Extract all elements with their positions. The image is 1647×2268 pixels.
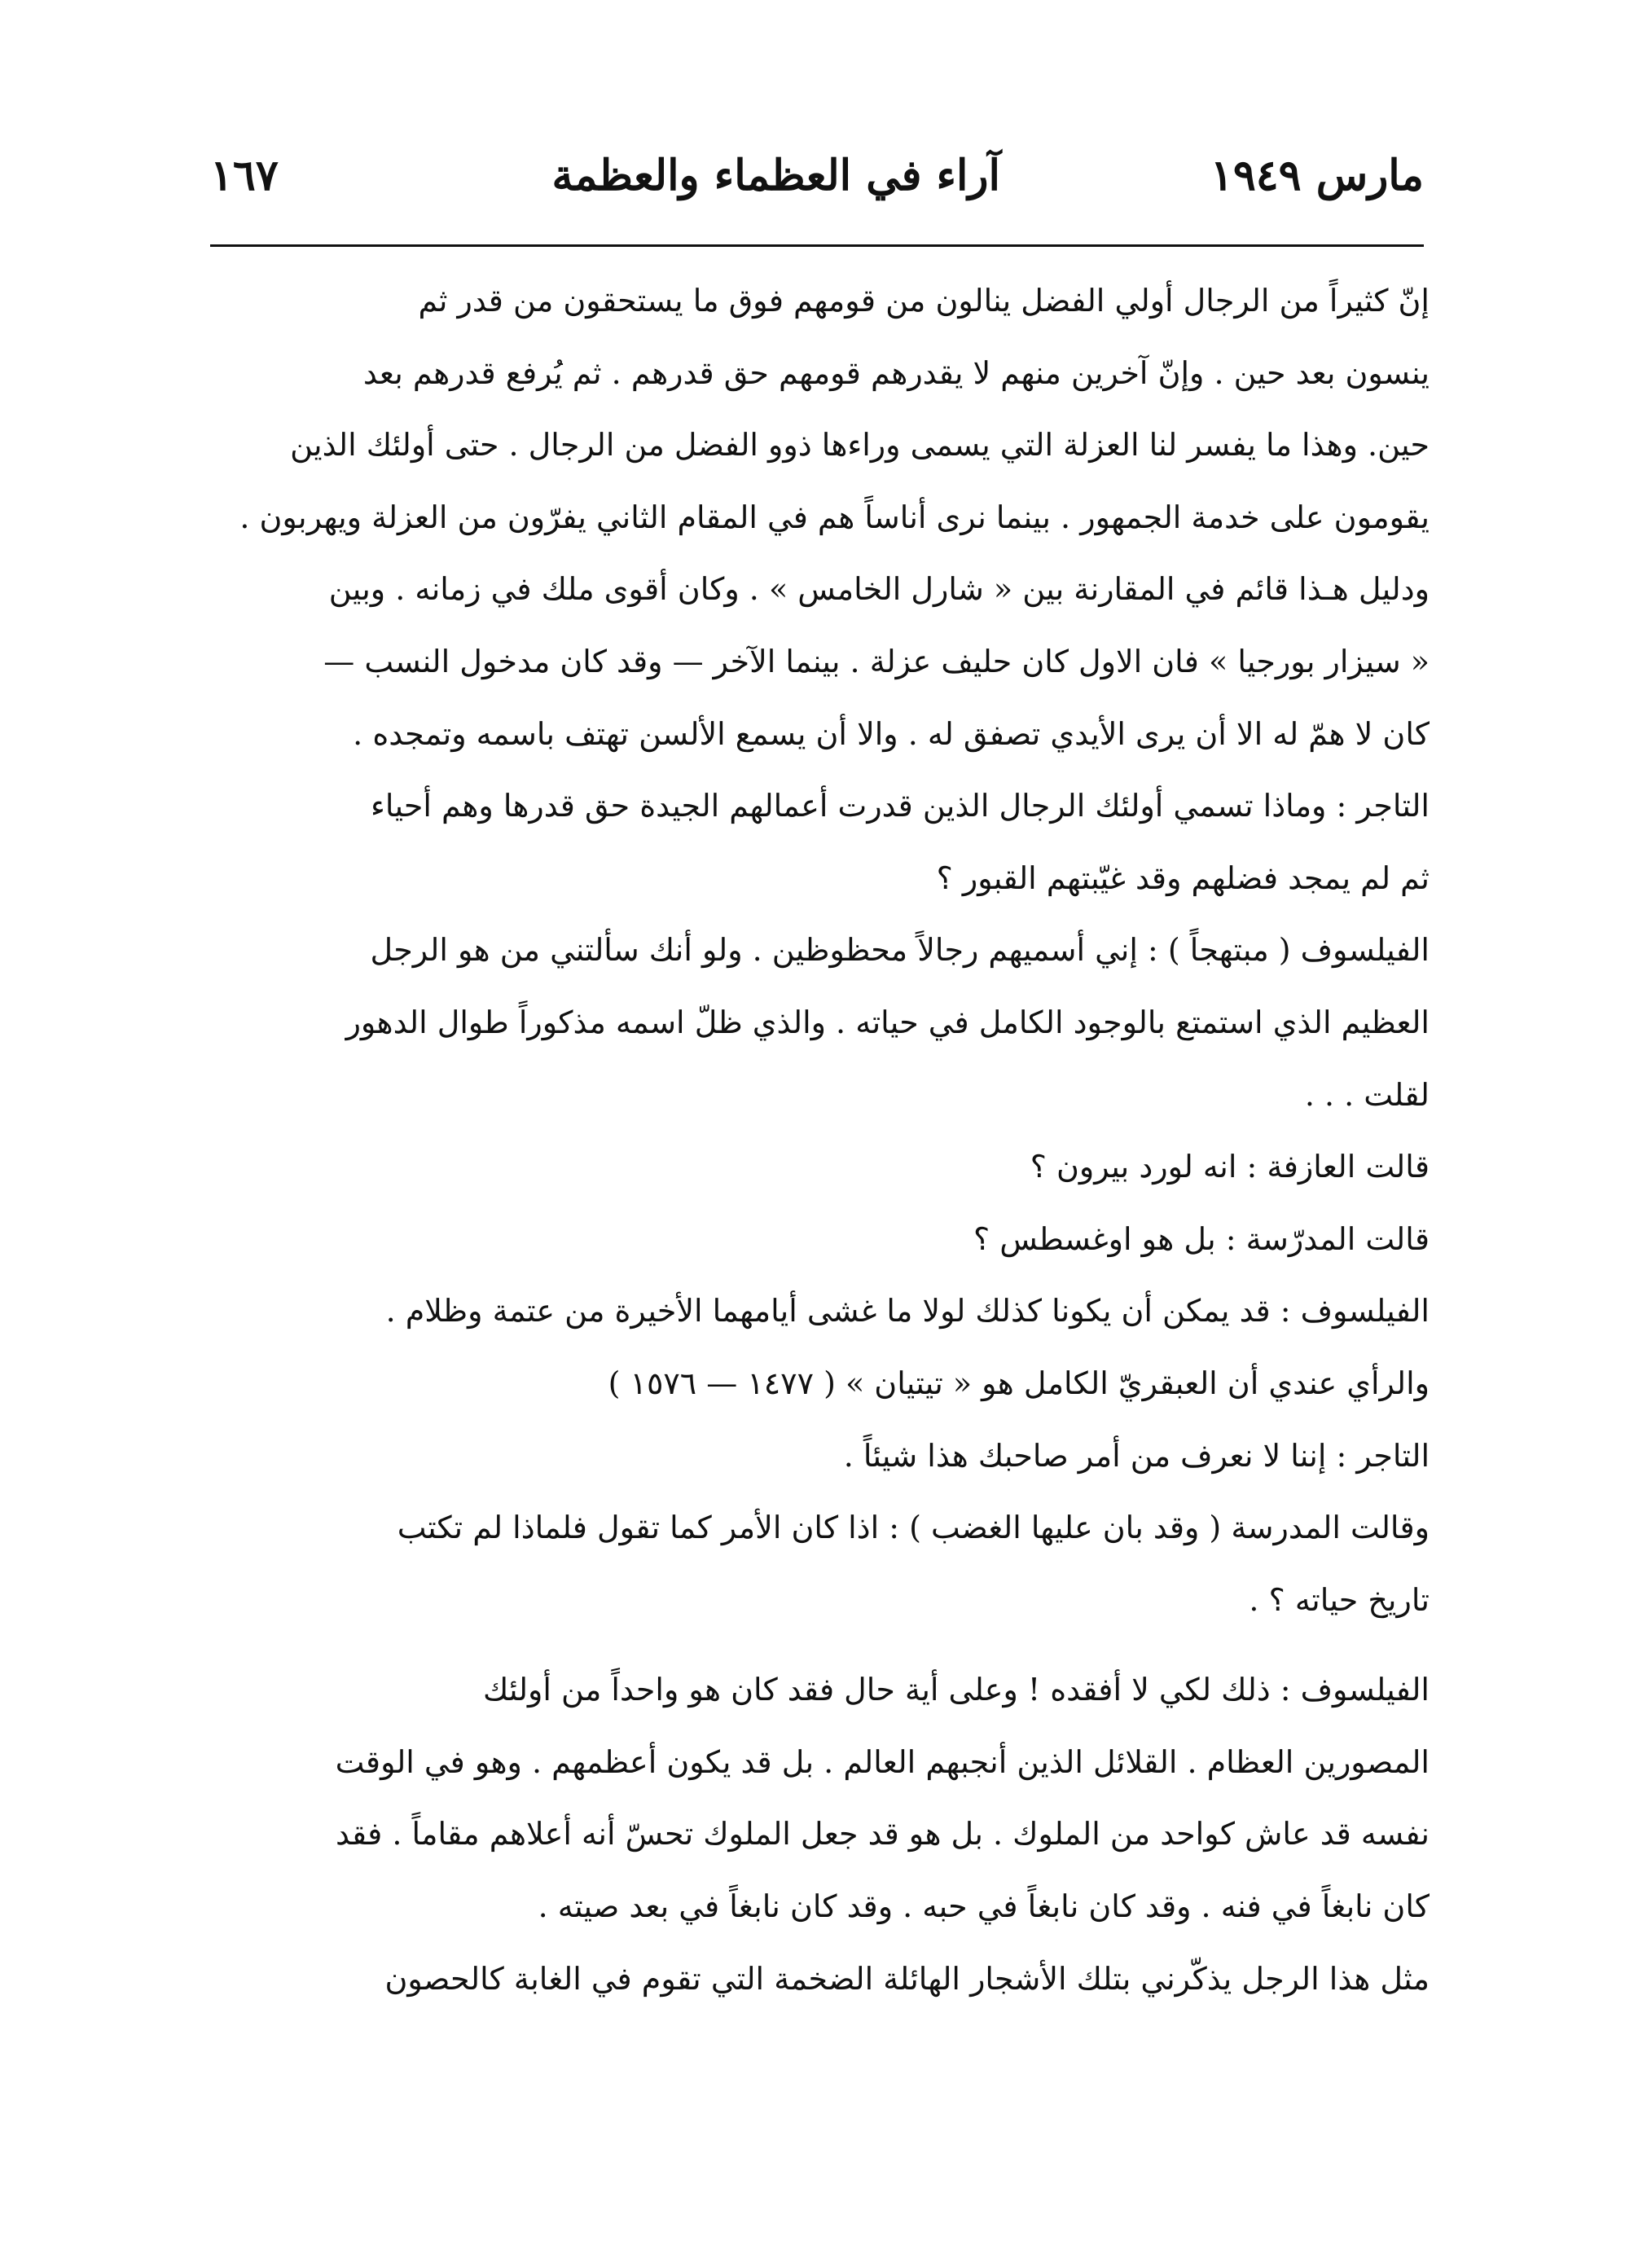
text-line: مثل هذا الرجل يذكّرني بتلك الأشجار الهائلة الضخمة التي تقوم في الغابة كالحصون bbox=[384, 1960, 1430, 1997]
text-line: الفيلسوف : ذلك لكي لا أفقده ! وعلى أية حال فقد كان هو واحداً من أولئك bbox=[482, 1672, 1430, 1708]
text-line: العظيم الذي استمتع بالوجود الكامل في حياته . والذي ظلّ اسمه مذكوراً طوال الدهور bbox=[345, 1004, 1430, 1040]
paragraph bbox=[200, 1943, 1430, 2015]
text-line: حين. وهذا ما يفسر لنا العزلة التي يسمى وراءها ذوو الفضل من الرجال . حتى أولئك الذين bbox=[290, 427, 1430, 464]
text-line: ينسون بعد حين . وإنّ آخرين منهم لا يقدرهم قومهم حق قدرهم . ثم يُرفع قدرهم بعد bbox=[362, 354, 1430, 391]
paragraph bbox=[200, 1275, 1430, 1419]
text-line: يقومون على خدمة الجمهور . بينما نرى أناساً هم في المقام الثاني يفرّون من العزلة ويهربون . bbox=[239, 499, 1430, 535]
text-line: لقلت . . . bbox=[1304, 1076, 1430, 1113]
header-rule bbox=[210, 244, 1424, 247]
text-line: إنّ كثيراً من الرجال أولي الفضل ينالون من قومهم فوق ما يستحقون من قدر ثم bbox=[418, 283, 1430, 319]
text-line: تاريخ حياته ؟ . bbox=[1249, 1581, 1430, 1618]
text-line: التاجر : وماذا تسمي أولئك الرجال الذين قدرت أعمالهم الجيدة حق قدرها وهم أحياء bbox=[371, 788, 1430, 824]
paragraph bbox=[200, 914, 1430, 1131]
text-line: قالت العازفة : انه لورد بيرون ؟ bbox=[1030, 1149, 1430, 1185]
text-line: المصورين العظام . القلائل الذين أنجبهم العالم . بل قد يكون أعظمهم . وهو في الوقت bbox=[335, 1743, 1430, 1780]
text-line: قالت المدرّسة : بل هو اوغسطس ؟ bbox=[973, 1220, 1430, 1257]
paragraph bbox=[200, 265, 1430, 770]
dialogue-line bbox=[200, 1420, 1430, 1492]
text-line: وقالت المدرسة ( وقد بان عليها الغضب ) : اذا كان الأمر كما تقول فلماذا لم تكتب bbox=[397, 1510, 1430, 1546]
text-line: « سيزار بورجيا » فان الاول كان حليف عزلة . بينما الآخر — وقد كان مدخول النسب — bbox=[323, 643, 1430, 679]
page-number: ١٦٧ bbox=[210, 151, 279, 200]
text-line: كان نابغاً في فنه . وقد كان نابغاً في حبه . وقد كان نابغاً في بعد صيته . bbox=[538, 1888, 1430, 1925]
article-body bbox=[200, 265, 1430, 2015]
paragraph bbox=[200, 1492, 1430, 1636]
dialogue-line bbox=[200, 1131, 1430, 1203]
running-title: آراء في العظماء والعظمة bbox=[551, 151, 1000, 200]
text-line: الفيلسوف ( مبتهجاً ) : إني أسميهم رجالاً محظوظين . ولو أنك سألتني من هو الرجل bbox=[370, 932, 1430, 969]
dialogue-line bbox=[200, 1203, 1430, 1276]
text-line: والرأي عندي أن العبقريّ الكامل هو « تيتيان » ( ١٤٧٧ — ١٥٧٦ ) bbox=[608, 1365, 1430, 1401]
text-line: الفيلسوف : قد يمكن أن يكونا كذلك لولا ما غشى أيامهما الأخيرة من عتمة وظلام . bbox=[385, 1293, 1430, 1330]
text-line: نفسه قد عاش كواحد من الملوك . بل هو قد جعل الملوك تحسّ أنه أعلاهم مقاماً . فقد bbox=[335, 1816, 1430, 1853]
paragraph-gap bbox=[200, 1636, 1430, 1654]
paragraph bbox=[200, 1654, 1430, 1942]
running-header bbox=[210, 151, 1424, 216]
paragraph bbox=[200, 770, 1430, 914]
text-line: التاجر : إننا لا نعرف من أمر صاحبك هذا شيئاً . bbox=[843, 1437, 1430, 1474]
text-line: ثم لم يمجد فضلهم وقد غيّبتهم القبور ؟ bbox=[936, 859, 1430, 896]
issue-date: مارس ١٩٤٩ bbox=[1210, 151, 1424, 200]
text-line: كان لا همّ له الا أن يرى الأيدي تصفق له . والا أن يسمع الألسن تهتف باسمه وتمجده . bbox=[353, 715, 1430, 752]
text-line: ودليل هـذا قائم في المقارنة بين « شارل الخامس » . وكان أقوى ملك في زمانه . وبين bbox=[328, 571, 1430, 608]
